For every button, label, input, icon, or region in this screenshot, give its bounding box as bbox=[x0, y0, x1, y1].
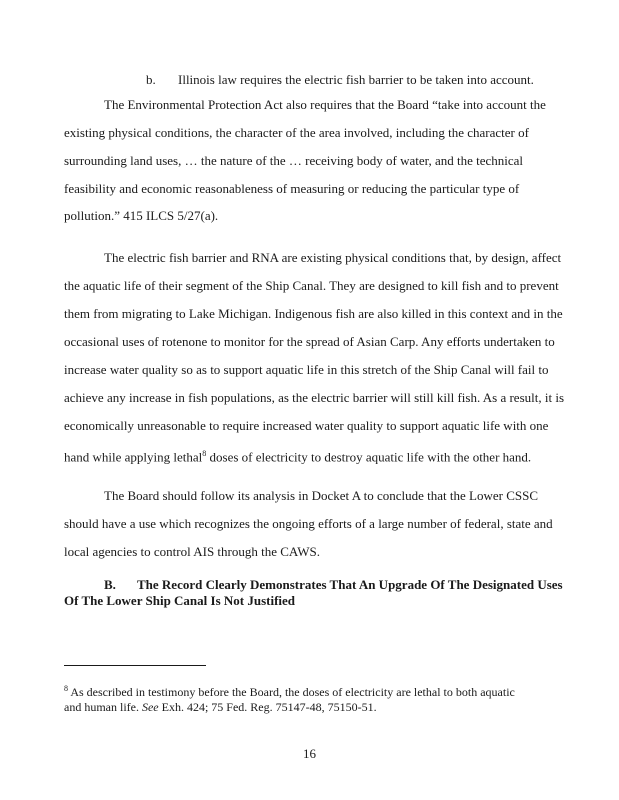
para2-line: occasional uses of rotenone to monitor for the spread of Asian Carp. Any efforts undertaken to bbox=[64, 334, 555, 349]
para2-last-end: doses of electricity to destroy aquatic life with the other hand. bbox=[206, 449, 532, 465]
para2-line: them from migrating to Lake Michigan. Indigenous fish are also killed in this context and in the bbox=[64, 306, 563, 321]
para2-line: The electric fish barrier and RNA are existing physical conditions that, by design, affect bbox=[104, 250, 562, 265]
para1-line: feasibility and economic reasonableness of measuring or reducing the particular type of bbox=[64, 181, 520, 196]
section-title-line1: The Record Clearly Demonstrates That An Upgrade Of The Designated Uses bbox=[137, 577, 563, 592]
para1-line: surrounding land uses, … the nature of the … receiving body of water, and the technical bbox=[64, 153, 524, 168]
para1-line: pollution.” 415 ILCS 5/27(a). bbox=[64, 208, 219, 223]
para3-line: local agencies to control AIS through the CAWS. bbox=[64, 544, 321, 559]
section-title-line2: Of The Lower Ship Canal Is Not Justified bbox=[64, 593, 296, 608]
page-number: 16 bbox=[303, 746, 316, 761]
para1-line: The Environmental Protection Act also requires that the Board “take into account the bbox=[104, 97, 546, 112]
section-letter: B. bbox=[104, 577, 116, 592]
para2-last-line bbox=[64, 446, 564, 465]
para1-line: existing physical conditions, the character of the area involved, including the character of bbox=[64, 125, 529, 140]
para3-line: should have a use which recognizes the ongoing efforts of a large number of federal, state and bbox=[64, 516, 553, 531]
footnote-text-line2: and human life. bbox=[64, 700, 142, 714]
subheading-text: Illinois law requires the electric fish barrier to be taken into account. bbox=[178, 72, 534, 87]
subheading bbox=[146, 72, 534, 88]
footnote-divider bbox=[64, 665, 206, 666]
footnote-number: 8 bbox=[64, 684, 68, 693]
footnote bbox=[64, 681, 564, 715]
footnote-text-start: As described in testimony before the Board, the doses of electricity are lethal to both aquatic bbox=[68, 685, 515, 699]
para2-last-start: hand while applying lethal bbox=[64, 449, 203, 465]
footnote-reference[interactable]: 8 bbox=[202, 449, 207, 458]
footnote-text-end: Exh. 424; 75 Fed. Reg. 75147-48, 75150-51. bbox=[158, 700, 377, 714]
para2-line: the aquatic life of their segment of the Ship Canal. They are designed to kill fish and to prevent bbox=[64, 278, 559, 293]
para2-line: increase water quality so as to support aquatic life in this stretch of the Ship Canal will fail to bbox=[64, 362, 549, 377]
subheading-letter: b. bbox=[146, 72, 156, 87]
para2-line: achieve any increase in fish populations, as the electric barrier will still kill fish. As a result, it is bbox=[64, 390, 565, 405]
para3-line: The Board should follow its analysis in Docket A to conclude that the Lower CSSC bbox=[104, 488, 539, 503]
para2-line: economically unreasonable to require increased water quality to support aquatic life with one bbox=[64, 418, 549, 433]
footnote-see: See bbox=[141, 700, 159, 714]
